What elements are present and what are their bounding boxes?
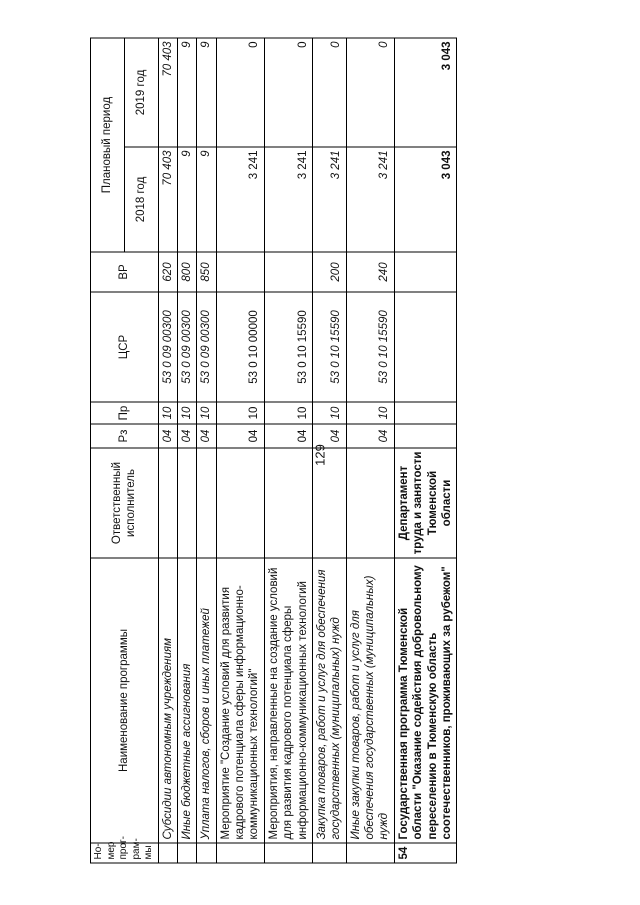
cell-name: Государственная программа Тюменской области "Оказание содействия добровольному переселению в Тюменскую область соотечественников, проживающих за рубежом"	[394, 558, 457, 843]
cell-pr: 10	[158, 402, 177, 424]
cell-num	[312, 843, 346, 863]
cell-name: Уплата налогов, сборов и иных платежей	[197, 558, 216, 843]
cell-csr: 53 0 09 00300	[158, 292, 177, 402]
header-2019: 2019 год	[124, 37, 158, 146]
cell-2019: 0	[312, 37, 346, 146]
cell-2019: 9	[197, 37, 216, 146]
cell-2019: 0	[264, 37, 312, 146]
cell-responsible	[216, 448, 264, 558]
cell-2018: 9	[177, 147, 196, 252]
cell-csr	[394, 292, 457, 402]
cell-name: Мероприятия, направленные на создание условий для развития кадрового потенциала сферы информационно-коммуникационных технологий	[264, 558, 312, 843]
cell-rz: 04	[216, 424, 264, 448]
cell-rz: 04	[312, 424, 346, 448]
cell-2019: 0	[346, 37, 394, 146]
cell-name: Закупка товаров, работ и услуг для обеспечения государственных (муниципальных) нужд	[312, 558, 346, 843]
cell-vr: 800	[177, 252, 196, 292]
cell-2018: 3 241	[264, 147, 312, 252]
cell-2019: 70 403	[158, 37, 177, 146]
cell-pr: 10	[264, 402, 312, 424]
cell-pr: 10	[346, 402, 394, 424]
cell-name: Мероприятие "Создание условий для развития кадрового потенциала сферы информационно-коммуникационных технологий"	[216, 558, 264, 843]
cell-num	[177, 843, 196, 863]
cell-pr: 10	[197, 402, 216, 424]
cell-rz: 04	[264, 424, 312, 448]
table-row	[312, 37, 346, 862]
cell-vr: 850	[197, 252, 216, 292]
cell-num	[158, 843, 177, 863]
cell-rz	[394, 424, 457, 448]
cell-rz: 04	[346, 424, 394, 448]
cell-2018: 3 241	[346, 147, 394, 252]
cell-csr: 53 0 10 00000	[216, 292, 264, 402]
table-row	[158, 37, 177, 862]
cell-2019: 0	[216, 37, 264, 146]
cell-num	[264, 843, 312, 863]
cell-vr	[264, 252, 312, 292]
cell-responsible	[177, 448, 196, 558]
cell-name: Иные бюджетные ассигнования	[177, 558, 196, 843]
cell-csr: 53 0 09 00300	[197, 292, 216, 402]
cell-responsible	[197, 448, 216, 558]
header-pr: Пр	[91, 402, 159, 424]
cell-pr: 10	[177, 402, 196, 424]
cell-2018: 3 241	[312, 147, 346, 252]
rotated-table-container	[90, 38, 600, 863]
table-row	[216, 37, 264, 862]
cell-csr: 53 0 10 15590	[312, 292, 346, 402]
header-name: Наименование программы	[91, 558, 159, 843]
cell-name: Субсидии автономным учреждениям	[158, 558, 177, 843]
header-2018: 2018 год	[124, 147, 158, 252]
cell-csr: 53 0 09 00300	[177, 292, 196, 402]
cell-responsible	[312, 448, 346, 558]
cell-csr: 53 0 10 15590	[264, 292, 312, 402]
cell-vr: 620	[158, 252, 177, 292]
cell-rz: 04	[177, 424, 196, 448]
table-row	[346, 37, 394, 862]
header-vr: ВР	[91, 252, 159, 292]
cell-2018: 3 043	[394, 147, 457, 252]
cell-num: 54	[394, 843, 457, 863]
cell-2018: 3 241	[216, 147, 264, 252]
cell-rz: 04	[158, 424, 177, 448]
cell-num	[216, 843, 264, 863]
table-row	[177, 37, 196, 862]
cell-num	[346, 843, 394, 863]
header-planned-period: Плановый период	[91, 37, 125, 251]
cell-vr: 200	[312, 252, 346, 292]
cell-pr	[394, 402, 457, 424]
cell-vr	[216, 252, 264, 292]
cell-name: Иные закупки товаров, работ и услуг для обеспечения государственных (муниципальных) нужд	[346, 558, 394, 843]
cell-responsible	[158, 448, 177, 558]
header-rz: Рз	[91, 424, 159, 448]
cell-responsible	[346, 448, 394, 558]
table-row	[264, 37, 312, 862]
cell-vr	[394, 252, 457, 292]
cell-pr: 10	[216, 402, 264, 424]
cell-vr: 240	[346, 252, 394, 292]
cell-num	[197, 843, 216, 863]
budget-table	[90, 37, 457, 863]
header-num: Но-мер прог-рам-мы	[91, 843, 159, 863]
cell-2018: 9	[197, 147, 216, 252]
table-row	[197, 37, 216, 862]
table-row	[394, 37, 457, 862]
cell-2019: 3 043	[394, 37, 457, 146]
page-number: 129	[312, 444, 328, 466]
cell-2018: 70 403	[158, 147, 177, 252]
cell-2019: 9	[177, 37, 196, 146]
header-csr: ЦСР	[91, 292, 159, 402]
header-responsible: Ответственный исполнитель	[91, 448, 159, 558]
cell-responsible	[264, 448, 312, 558]
cell-csr: 53 0 10 15590	[346, 292, 394, 402]
cell-responsible: Департамент труда и занятости Тюменской области	[394, 448, 457, 558]
cell-rz: 04	[197, 424, 216, 448]
cell-pr: 10	[312, 402, 346, 424]
